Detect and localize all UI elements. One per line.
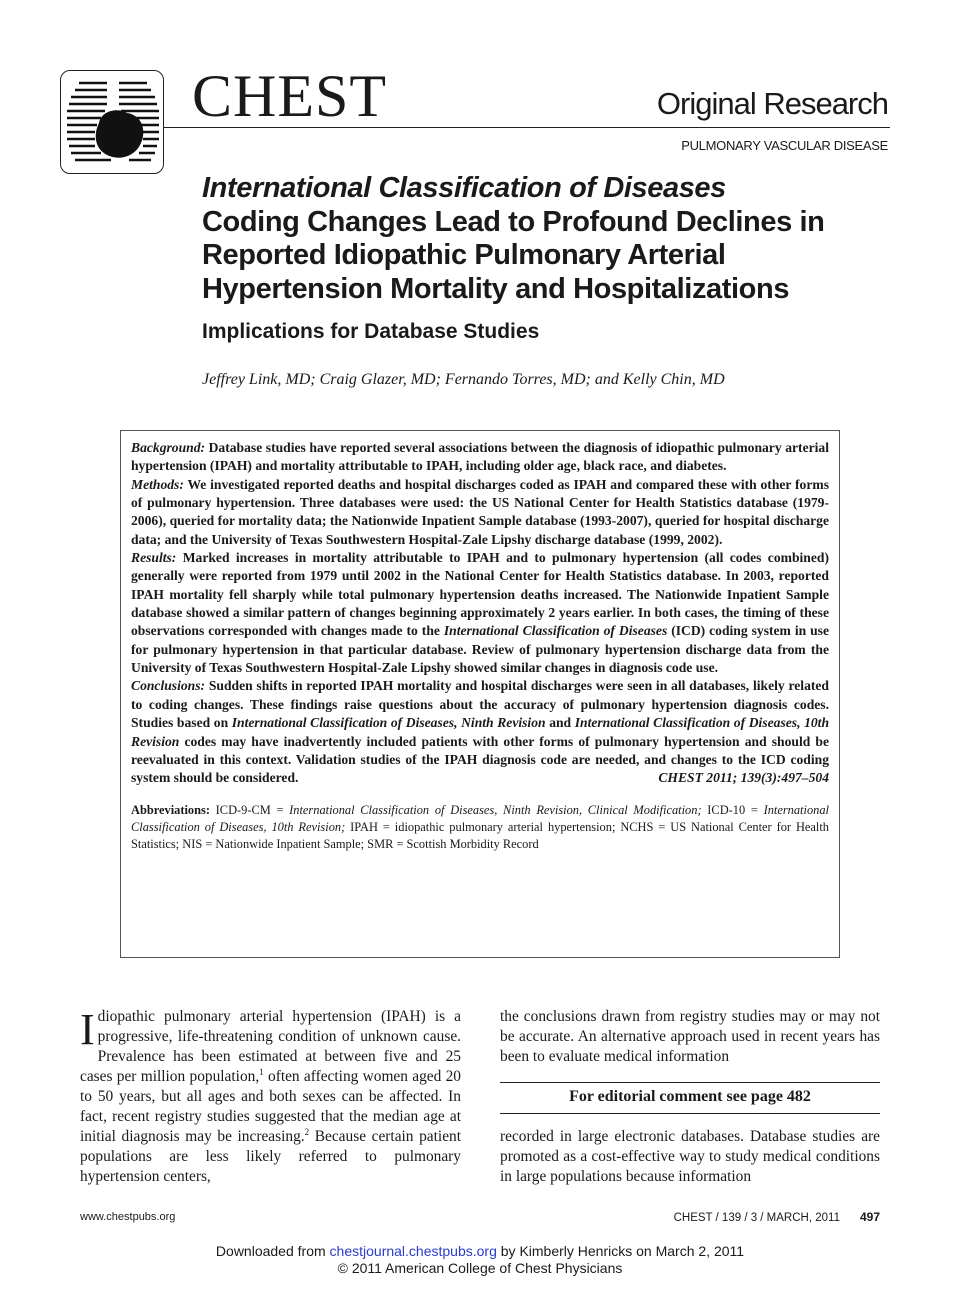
download-link[interactable]: chestjournal.chestpubs.org	[329, 1243, 497, 1259]
abstract-citation: CHEST 2011; 139(3):497–504	[658, 770, 829, 786]
footer-issue-info	[674, 1210, 880, 1224]
abbreviations	[131, 802, 829, 853]
journal-name: CHEST	[192, 63, 388, 129]
conclusions-text-a: Sudden shifts in reported IPAH mortality and hospital discharges were seen in all databases, likely related to coding changes. These findings raise questions about the accuracy of pulmonary hypertension diagnosis codes. Studies based on	[131, 678, 829, 731]
background-text: Database studies have reported several associations between the diagnosis of idiopathic pulmonary arterial hypertension (IPAH) and mortality attributable to IPAH, including older age, black race, and diabetes.	[131, 440, 829, 474]
copyright-notice: © 2011 American College of Chest Physicians	[337, 1260, 623, 1276]
abbrev-icd10-value: International Classification of Diseases, 10th Revision;	[131, 802, 829, 834]
reference-1[interactable]: 1	[259, 1066, 264, 1077]
footer-issue: CHEST / 139 / 3 / MARCH, 2011	[673, 1212, 840, 1224]
results-label: Results:	[131, 550, 177, 566]
abbreviations-label: Abbreviations:	[131, 802, 210, 817]
footer-website[interactable]: www.chestpubs.org	[80, 1211, 176, 1223]
conclusions-text-b: codes may have inadvertently included patients with other forms of pulmonary hypertension and should be reevaluated in this context. Validation studies of the IPAH diagnosis code are needed, and changes to the ICD coding system should be considered.	[131, 733, 829, 786]
article-subtitle: Implications for Database Studies	[202, 320, 540, 343]
section-subtitle: PULMONARY VASCULAR DISEASE	[681, 138, 888, 153]
abbrev-rest: IPAH = idiopathic pulmonary arterial hypertension; NCHS = US National Center for Health Statistics; NIS = Nationwide Inpatient Sample; SMR = Scottish Morbidity Record	[131, 819, 830, 851]
methods-label: Methods:	[131, 476, 184, 492]
section-title: Original Research	[656, 86, 888, 121]
abbrev-icd10-key: ICD-10 =	[707, 802, 764, 817]
article-title-rest: Coding Changes Lead to Profound Declines in Reported Idiopathic Pulmonary Arterial Hypertension Mortality and Hospitalizations	[202, 205, 825, 305]
intro-text-a: diopathic pulmonary arterial hypertension (IPAH) is a progressive, life-threatening condition of unknown cause. Prevalence has been estimated at between five and 25 cases per million population,	[80, 1008, 461, 1085]
page-number: 497	[859, 1210, 880, 1224]
reference-2[interactable]: 2	[304, 1126, 310, 1137]
editorial-comment-box: For editorial comment see page 482	[500, 1082, 880, 1114]
download-suffix: by Kimberly Henricks on March 2, 2011	[500, 1243, 745, 1259]
intro-text-b: often affecting women aged 20 to 50 years, but all ages and both sexes can be affected. In fact, recent registry studies suggested that the median age at initial diagnosis may be increasing.	[80, 1068, 461, 1145]
results-icd-term: International Classification of Diseases	[443, 623, 668, 639]
conclusions-label: Conclusions:	[131, 678, 206, 694]
conclusions-and: and	[549, 715, 572, 731]
abbrev-icd9-key: ICD-9-CM =	[215, 802, 290, 817]
intro-text-c: Because certain patient populations are less likely referred to pulmonary hypertension centers,	[80, 1128, 461, 1185]
results-text-a: Marked increases in mortality attributable to IPAH and to pulmonary hypertension (all codes combined) generally were reported from 1979 until 2002 in the National Center for Health Statistics database. In 2003, reported IPAH mortality fell sharply while total pulmonary hypertension deaths increased. The Nationwide Inpatient Sample database showed a similar pattern of changes beginning approximately 2 years earlier. In both cases, the timing of these observations corresponded with changes made to the	[131, 550, 829, 639]
body-column-right-top: the conclusions drawn from registry studies may or may not be accurate. An alternative approach used in recent years has been to evaluate medical information	[500, 1008, 880, 1065]
body-column-left	[80, 1007, 461, 1187]
journal-logo	[60, 70, 164, 174]
download-prefix: Downloaded from	[215, 1243, 326, 1259]
conclusions-icd9-term: International Classification of Diseases, Ninth Revision	[231, 715, 546, 731]
download-notice	[0, 1243, 960, 1277]
body-column-right-bottom: recorded in large electronic databases. Database studies are promoted as a cost-effective way to study medical conditions in large populations because information	[500, 1128, 880, 1185]
background-label: Background:	[131, 440, 206, 455]
article-title	[202, 172, 902, 306]
abstract-box	[120, 430, 840, 958]
results-text-b: (ICD) coding system in use for pulmonary hypertension in that particular database. Review of pulmonary hypertension discharge data from the University of Texas Southwestern Hospital-Zale Lipshy showed similar changes in diagnosis code use.	[131, 623, 829, 676]
abbrev-icd9-value: International Classification of Diseases, Ninth Revision, Clinical Modification;	[289, 802, 702, 817]
methods-text: We investigated reported deaths and hospital discharges coded as IPAH and compared these with other forms of pulmonary hypertension. Three databases were used: the US National Center for Health Statistics database (1979-2006), queried for mortality data; the Nationwide Inpatient Sample database (1993-2007), queried for hospital discharge data; and the University of Texas Southwestern Hospital-Zale Lipshy discharge database (1999, 2002).	[131, 476, 829, 547]
author-list: Jeffrey Link, MD; Craig Glazer, MD; Fernando Torres, MD; and Kelly Chin, MD	[202, 371, 725, 388]
abstract-text	[131, 439, 829, 788]
drop-cap: I	[80, 1005, 95, 1054]
conclusions-icd10-term: International Classification of Diseases, 10th Revision	[131, 715, 830, 749]
lungs-heart-icon	[61, 71, 164, 174]
article-title-italic: International Classification of Diseases	[202, 172, 726, 204]
header-divider	[164, 127, 890, 128]
